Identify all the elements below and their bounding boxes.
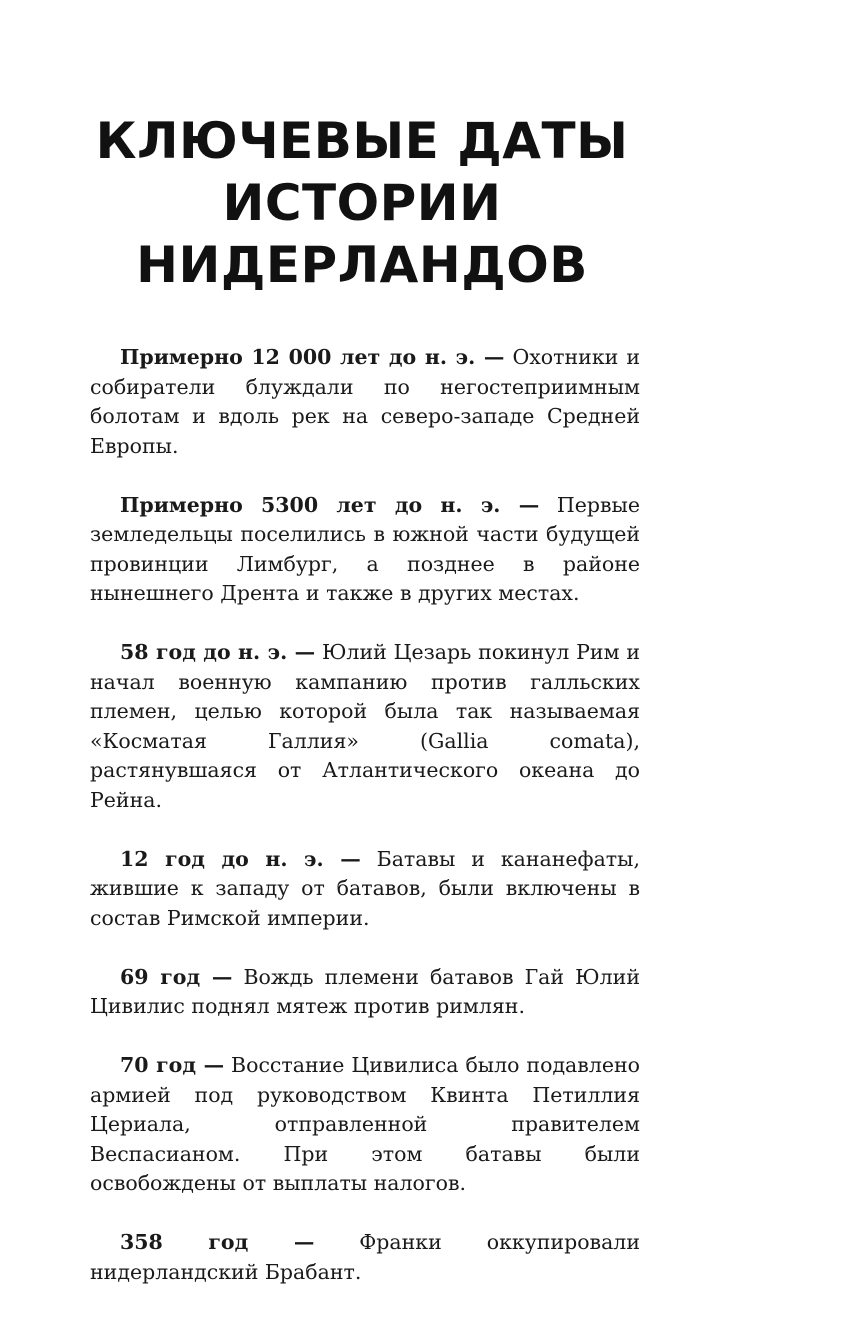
entry-text: Вождь племени батавов Гай Юлий Цивилис поднял мятеж против римлян. [90,964,640,1018]
entry-date: 12 год до н. э. — [120,846,361,871]
entry-text: Юлий Цезарь покинул Рим и начал военную кампанию против галльских племен, целью которой была так называемая «Косматая Галлия» (Gallia comata), растянувшаяся от Атлантического океана до Рейна. [90,640,640,812]
timeline-entry [90,491,640,609]
timeline-entry [90,1228,640,1287]
entry-text: Батавы и кананефаты, жившие к западу от батавов, были включены в состав Римской империи. [90,846,640,930]
entry-text: Первые земледельцы поселились в южной части будущей провинции Лимбург, а позднее в районе нынешнего Дрента и также в других местах. [90,492,640,605]
entry-date: 58 год до н. э. — [120,640,316,664]
timeline-entry [90,638,640,815]
entry-text: Охотники и собиратели блуждали по негостеприимным болотам и вдоль рек на северо-западе Средней Европы. [90,345,640,458]
timeline-entry [90,343,640,461]
entry-date: 358 год — [120,1230,315,1254]
timeline-entry [90,1051,640,1199]
chapter-title-line-1: КЛЮЧЕВЫЕ ДАТЫ [95,112,629,170]
entry-date: Примерно 5300 лет до н. э. — [120,492,540,517]
entry-date: 69 год — [120,964,233,989]
entry-text: Франки оккупировали нидерландский Брабант. [90,1230,640,1284]
entry-date: 70 год — [120,1053,225,1077]
chapter-title-line-3: НИДЕРЛАНДОВ [136,236,588,294]
entry-text: Восстание Цивилиса было подавлено армией под руководством Квинта Петиллия Цериала, отправленной правителем Веспасианом. При этом батавы были освобождены от выплаты налогов. [90,1053,640,1195]
timeline-entry [90,963,640,1022]
chapter-title-line-2: ИСТОРИИ [222,174,502,232]
timeline-entries [90,343,640,1317]
timeline-entry [90,845,640,934]
entry-date: Примерно 12 000 лет до н. э. — [120,345,505,369]
chapter-title [0,110,724,296]
